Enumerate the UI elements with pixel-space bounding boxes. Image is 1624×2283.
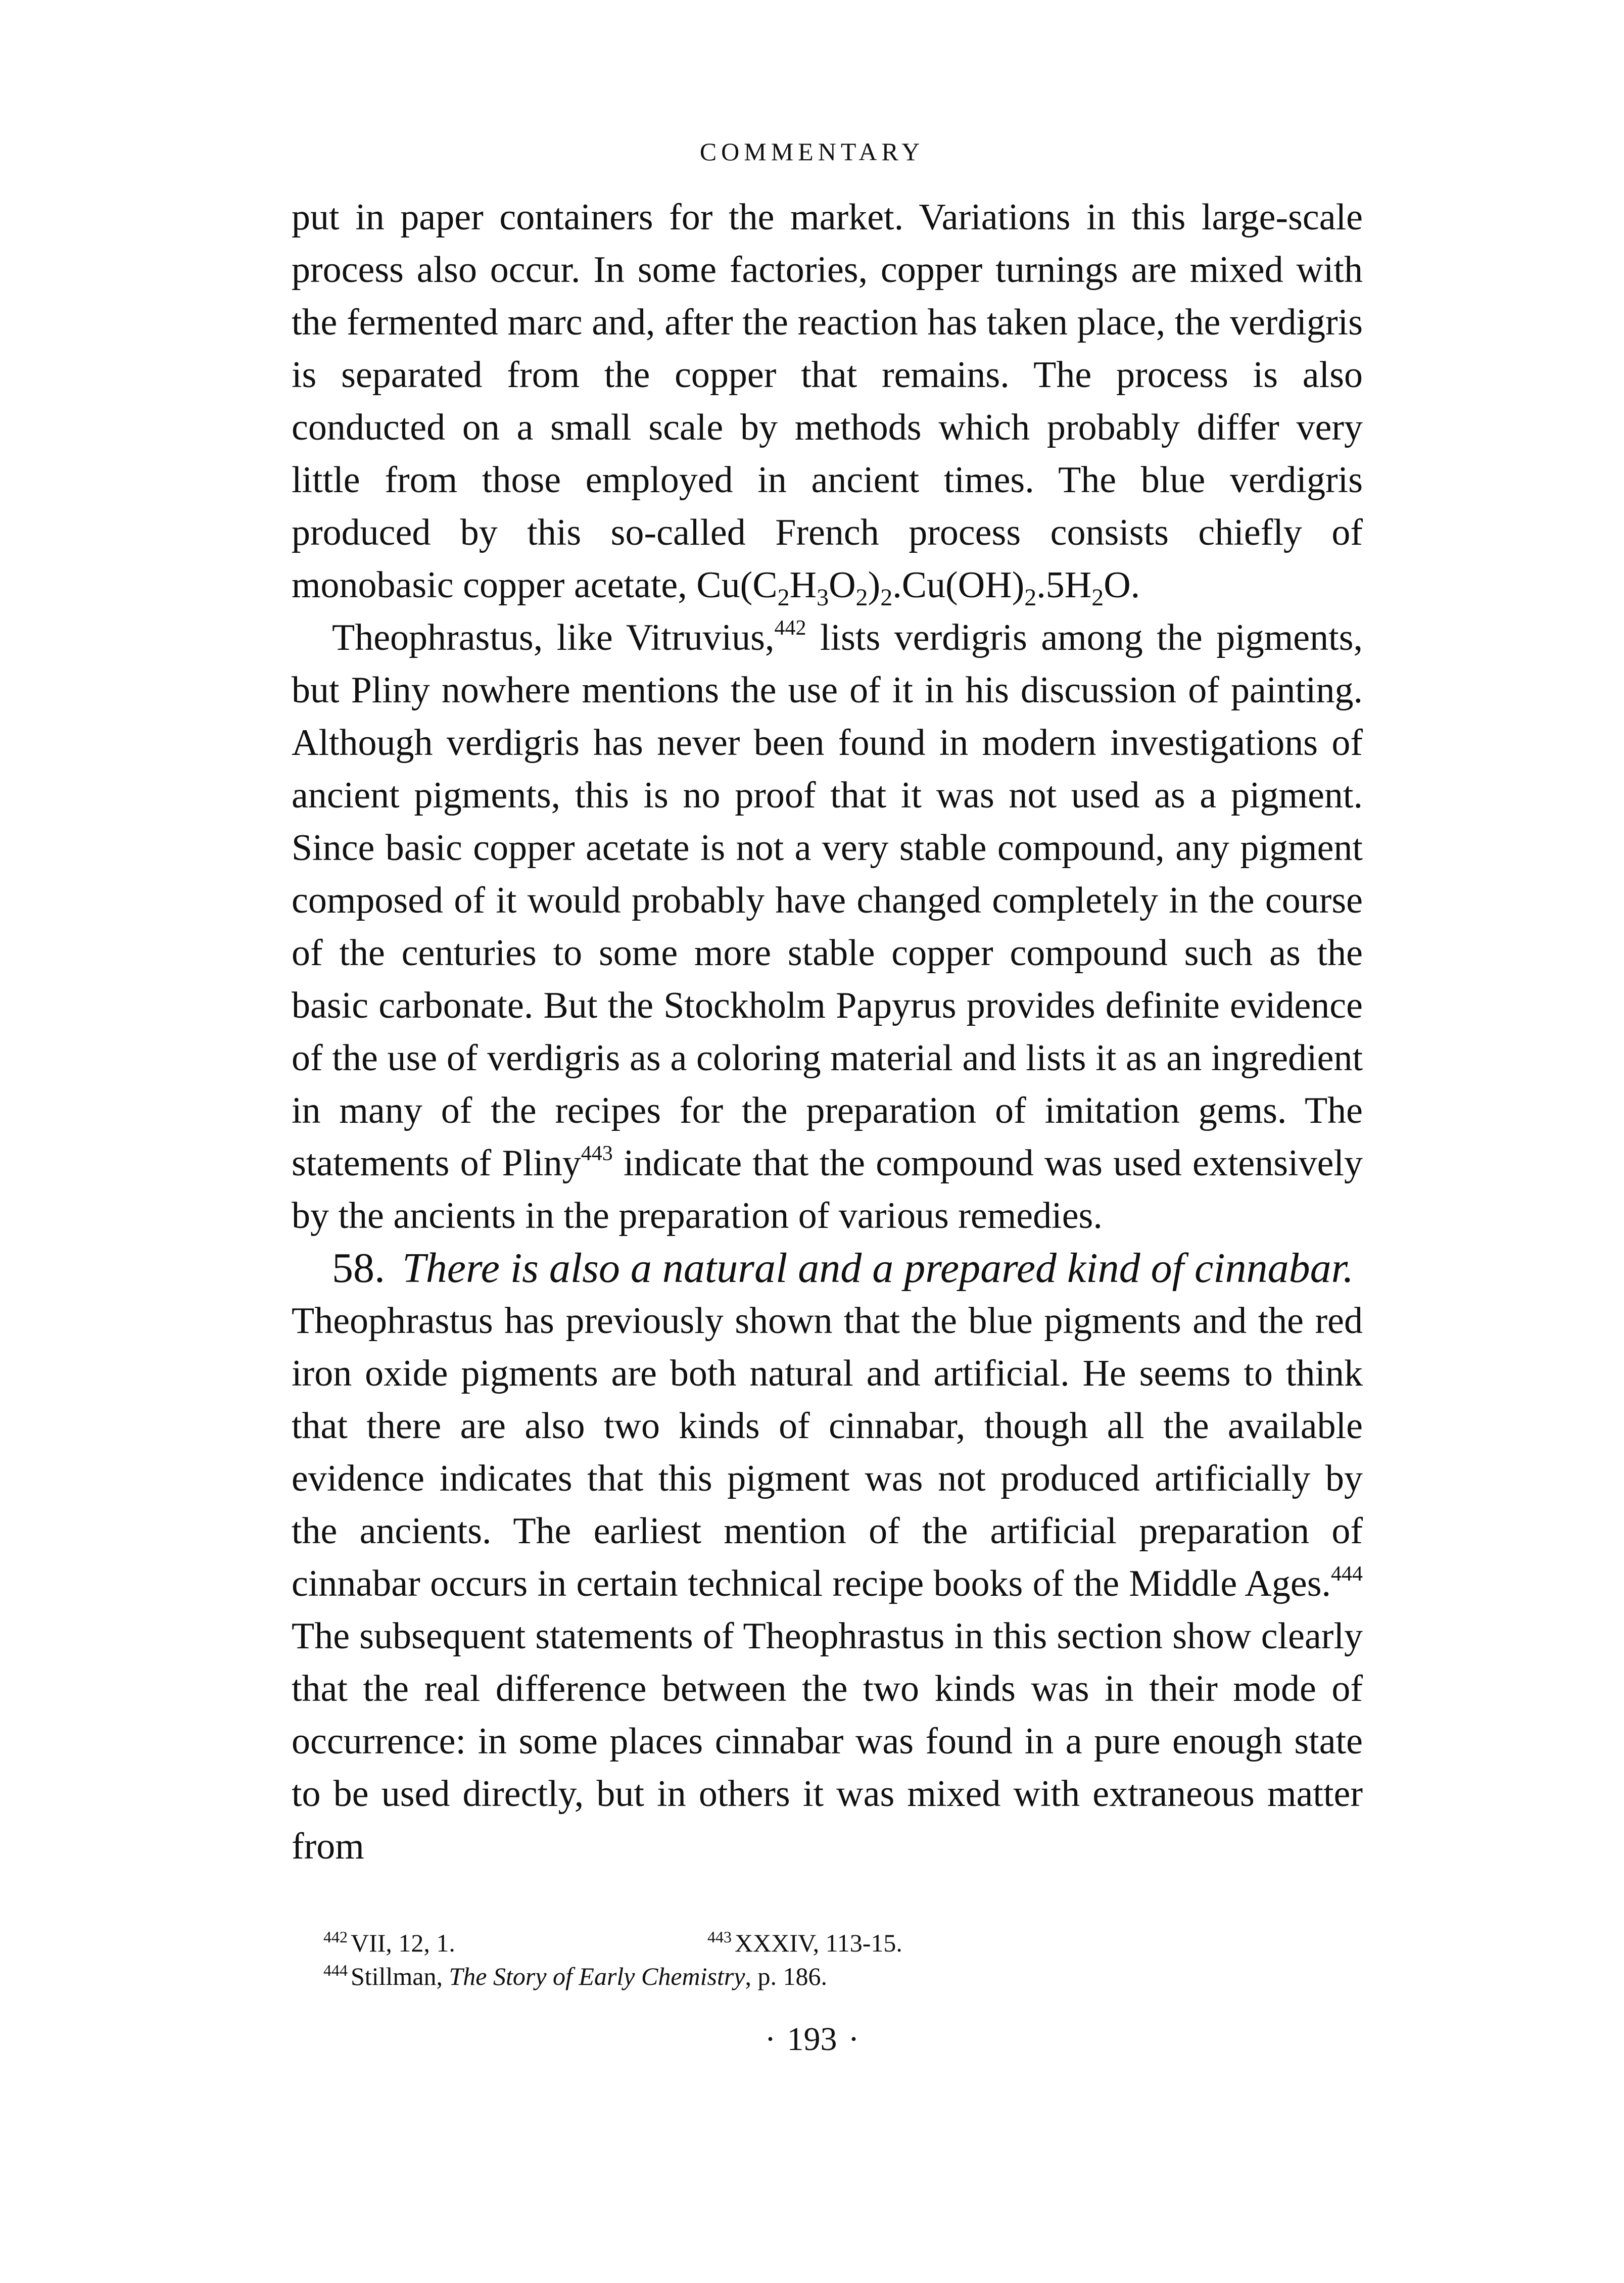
page-number-value: 193 — [787, 2021, 837, 2058]
page-number — [0, 2019, 1624, 2060]
footnote-442: $^{442}$ VII, 12, 1. — [323, 1928, 455, 1957]
main-text — [292, 191, 1363, 1873]
running-head: COMMENTARY — [699, 137, 925, 166]
paragraph-verdigris-pigment: Theophrastus, like Vitruvius,$^{442}$ lists verdigris among the pigments, but Pliny nowhere mentions the use of it in his discussion of painting. Although verdigris has never been found in modern investigations of ancient pigments, this is no proof that it was not used as a pigment. Since basic copper acetate is not a very stable compound, any pigment composed of it would probably have changed completely in the course of the centuries to some more stable copper compound such as the basic carbonate. But the Stockholm Papyrus provides definite evidence of the use of verdigris as a coloring material and lists it as an ingredient in many of the recipes for the preparation of imitation gems. The statements of Pliny$^{443}$ indicate that the compound was used extensively by the ancients in the preparation of various remedies. — [292, 616, 1363, 1236]
footnote-row — [323, 1960, 1364, 1993]
folio-ornament-right: · — [848, 2021, 859, 2058]
section-number: 58. — [332, 1245, 385, 1292]
chemical-formula: $Cu(C_2H_3O_2)_2.Cu(OH)_2.5H_2O$. — [696, 564, 1140, 611]
footnote-ref-443[interactable]: 443 — [581, 1142, 613, 1165]
footnote-ref-442[interactable]: 442 — [774, 616, 806, 640]
folio-ornament-left: · — [765, 2021, 776, 2058]
paragraph-cinnabar: Theophrastus has previously shown that the blue pigments and the red iron oxide pigments are both natural and artificial. He seems to think that there are also two kinds of cinnabar, though all the available evidence indicates that this pigment was not produced artificially by the ancients. The earliest mention of the artificial preparation of cinnabar occurs in certain technical recipe books of the Middle Ages.$^{444}$ The subsequent statements of Theophrastus in this section show clearly that the real difference between the two kinds was in their mode of occurrence: in some places cinnabar was found in a pure enough state to be used directly, but in others it was mixed with extraneous matter from — [292, 1300, 1363, 1867]
paragraph-continuation — [292, 191, 1363, 611]
footnote-ref-444[interactable]: 444 — [1331, 1562, 1363, 1586]
footnotes — [323, 1926, 1364, 1993]
footnote-443: $^{443}$ XXXIV, 113-15. — [707, 1928, 902, 1957]
footnote-444: $^{444}$ Stillman, The Story of Early Chemistry, p. 186. — [323, 1961, 828, 1990]
paragraph-text: put in paper containers for the market. Variations in this large-scale process also occur. In some factories, copper turnings are mixed with the fermented marc and, after the reaction has taken place, the verdigris is separated from the copper that remains. The process is also conducted on a small scale by methods which probably differ very little from those employed in ancient times. The blue verdigris produced by this so-called French process consists chiefly of monobasic copper acetate, — [292, 197, 1363, 606]
section-lemma: There is also a natural and a prepared kind of cinnabar. — [402, 1245, 1354, 1292]
footnote-row — [323, 1926, 1364, 1960]
section-heading-58 — [292, 1242, 1363, 1295]
